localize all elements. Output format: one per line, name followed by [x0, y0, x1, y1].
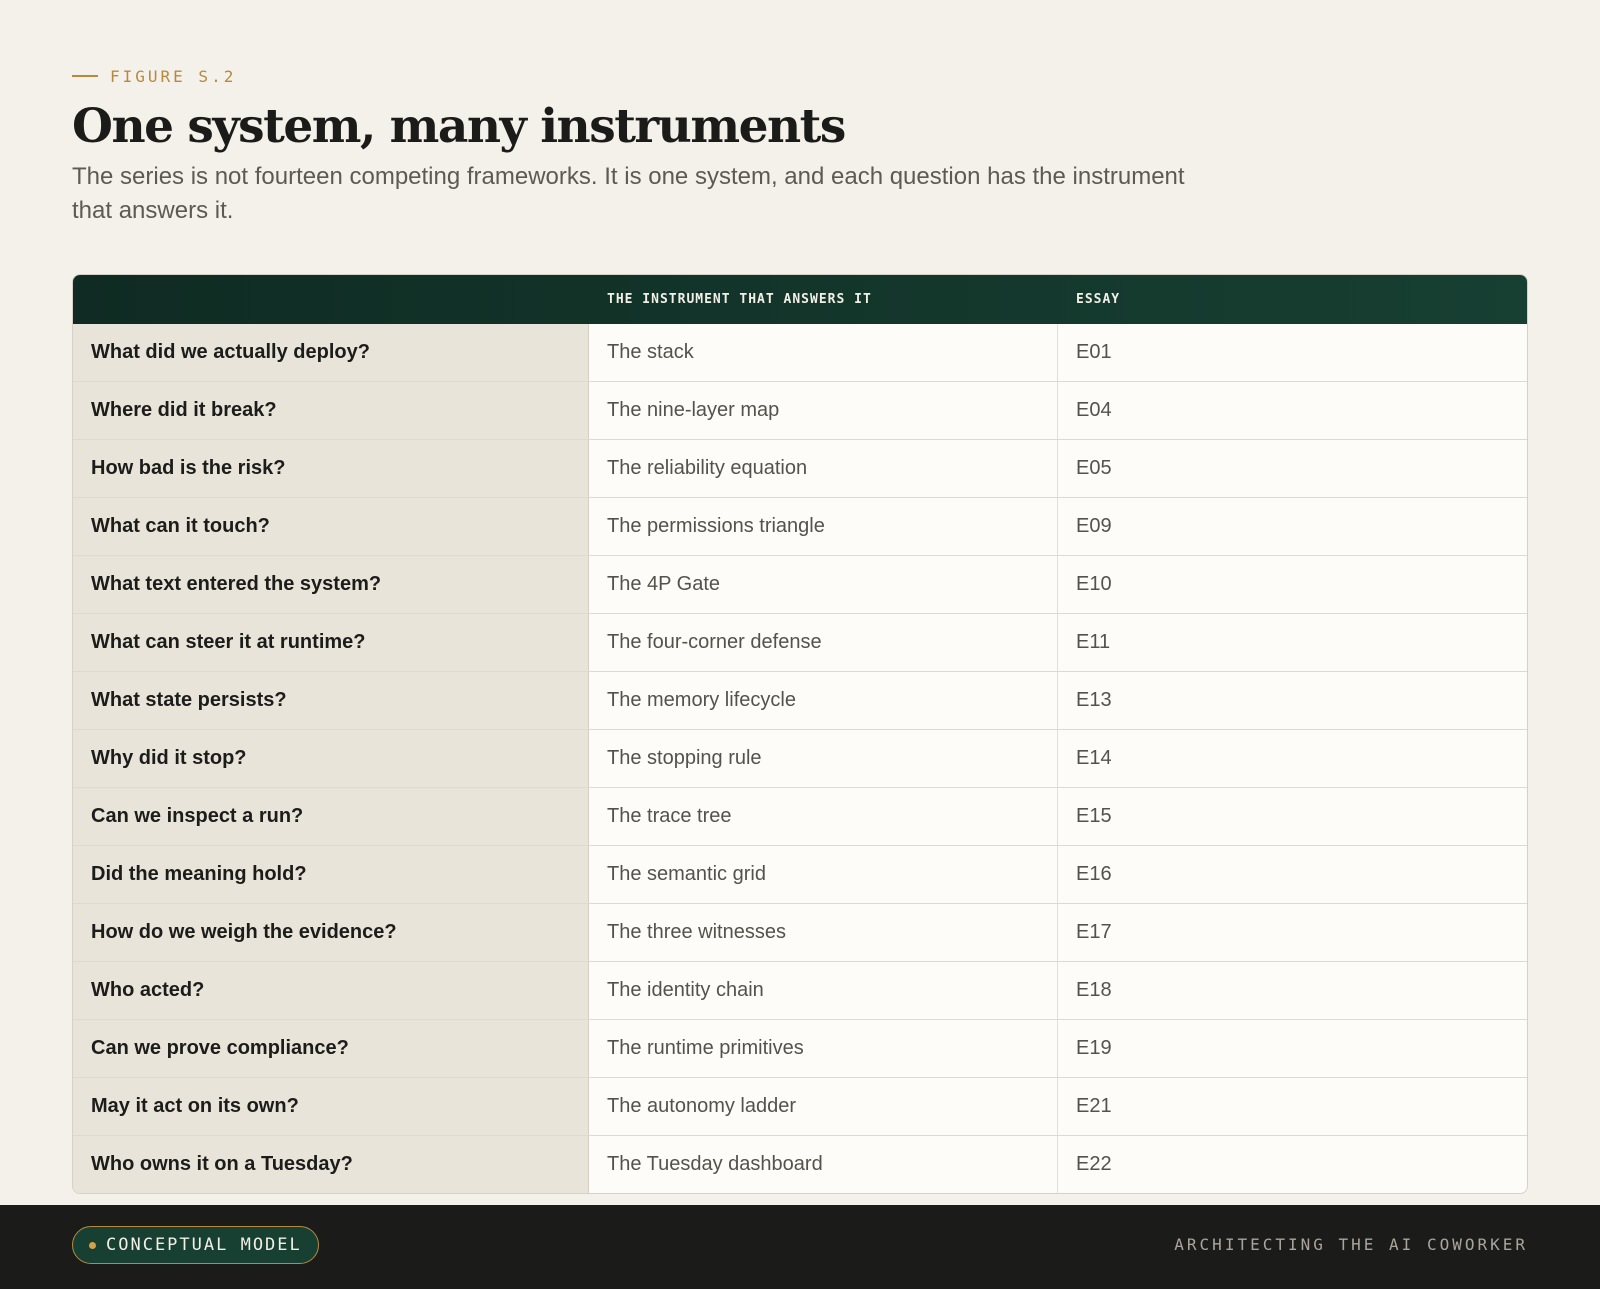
- footer-bar: [0, 1205, 1600, 1289]
- question-cell: What can steer it at runtime?: [73, 614, 589, 671]
- essay-cell: E15: [1076, 805, 1112, 827]
- question-cell: May it act on its own?: [73, 1078, 589, 1135]
- table-row: [73, 439, 1527, 497]
- table-row: [73, 613, 1527, 671]
- instrument-cell: The trace tree: [589, 788, 1058, 845]
- question-cell: What did we actually deploy?: [73, 324, 589, 381]
- badge-dot-icon: [89, 1242, 96, 1249]
- question-cell: Why did it stop?: [73, 730, 589, 787]
- instrument-cell: The four-corner defense: [589, 614, 1058, 671]
- instrument-cell: The semantic grid: [589, 846, 1058, 903]
- essay-cell: E21: [1076, 1095, 1112, 1117]
- page-title: One system, many instruments: [72, 99, 845, 154]
- question-cell: Where did it break?: [73, 382, 589, 439]
- instrument-cell: The autonomy ladder: [589, 1078, 1058, 1135]
- table-row: [73, 903, 1527, 961]
- table-row: [73, 1135, 1527, 1193]
- essay-cell: E19: [1076, 1037, 1112, 1059]
- table-row: [73, 729, 1527, 787]
- instrument-cell: The 4P Gate: [589, 556, 1058, 613]
- eyebrow-rule: [72, 75, 98, 77]
- question-cell: Can we inspect a run?: [73, 788, 589, 845]
- table-row: [73, 381, 1527, 439]
- essay-cell: E17: [1076, 921, 1112, 943]
- question-cell: What state persists?: [73, 672, 589, 729]
- instrument-cell: The memory lifecycle: [589, 672, 1058, 729]
- essay-cell: E01: [1076, 341, 1112, 363]
- table-row: [73, 961, 1527, 1019]
- table-row: [73, 555, 1527, 613]
- essay-cell: E16: [1076, 863, 1112, 885]
- instrument-cell: The permissions triangle: [589, 498, 1058, 555]
- table-header: [73, 275, 1527, 324]
- essay-cell: E22: [1076, 1153, 1112, 1175]
- series-title: ARCHITECTING THE AI COWORKER: [1174, 1235, 1528, 1254]
- question-cell: How do we weigh the evidence?: [73, 904, 589, 961]
- essay-cell: E13: [1076, 689, 1112, 711]
- figure-header: [72, 64, 1532, 228]
- essay-cell: E11: [1076, 631, 1111, 653]
- question-cell: What text entered the system?: [73, 556, 589, 613]
- question-cell: Did the meaning hold?: [73, 846, 589, 903]
- instrument-cell: The three witnesses: [589, 904, 1058, 961]
- table-row: [73, 1019, 1527, 1077]
- table-row: [73, 671, 1527, 729]
- figure-number: FIGURE S.2: [110, 66, 237, 86]
- question-cell: What can it touch?: [73, 498, 589, 555]
- question-cell: Who owns it on a Tuesday?: [73, 1136, 589, 1193]
- essay-cell: E04: [1076, 399, 1112, 421]
- instrument-cell: The stopping rule: [589, 730, 1058, 787]
- category-badge: [72, 1226, 319, 1264]
- essay-cell: E18: [1076, 979, 1112, 1001]
- table-row: [73, 845, 1527, 903]
- badge-label: CONCEPTUAL MODEL: [106, 1235, 302, 1255]
- essay-cell: E05: [1076, 457, 1112, 479]
- figure-label: [72, 64, 1532, 88]
- essay-cell: E09: [1076, 515, 1112, 537]
- column-header-essay: ESSAY: [1076, 292, 1121, 307]
- question-cell: Can we prove compliance?: [73, 1020, 589, 1077]
- instrument-cell: The stack: [589, 324, 1058, 381]
- question-cell: Who acted?: [73, 962, 589, 1019]
- table-row: [73, 787, 1527, 845]
- instrument-cell: The Tuesday dashboard: [589, 1136, 1058, 1193]
- instrument-cell: The runtime primitives: [589, 1020, 1058, 1077]
- instrument-cell: The reliability equation: [589, 440, 1058, 497]
- table-row: [73, 1077, 1527, 1135]
- instrument-cell: The nine-layer map: [589, 382, 1058, 439]
- column-header-instrument: THE INSTRUMENT THAT ANSWERS IT: [607, 292, 872, 307]
- table-row: [73, 324, 1527, 381]
- table-body: [73, 324, 1527, 1193]
- essay-cell: E10: [1076, 573, 1112, 595]
- table-row: [73, 497, 1527, 555]
- instrument-cell: The identity chain: [589, 962, 1058, 1019]
- page-subtitle: The series is not fourteen competing frameworks. It is one system, and each question has the instrument that answers it.: [72, 163, 1185, 224]
- column-header-question: [73, 275, 589, 324]
- essay-cell: E14: [1076, 747, 1112, 769]
- question-cell: How bad is the risk?: [73, 440, 589, 497]
- instrument-table: [72, 274, 1528, 1194]
